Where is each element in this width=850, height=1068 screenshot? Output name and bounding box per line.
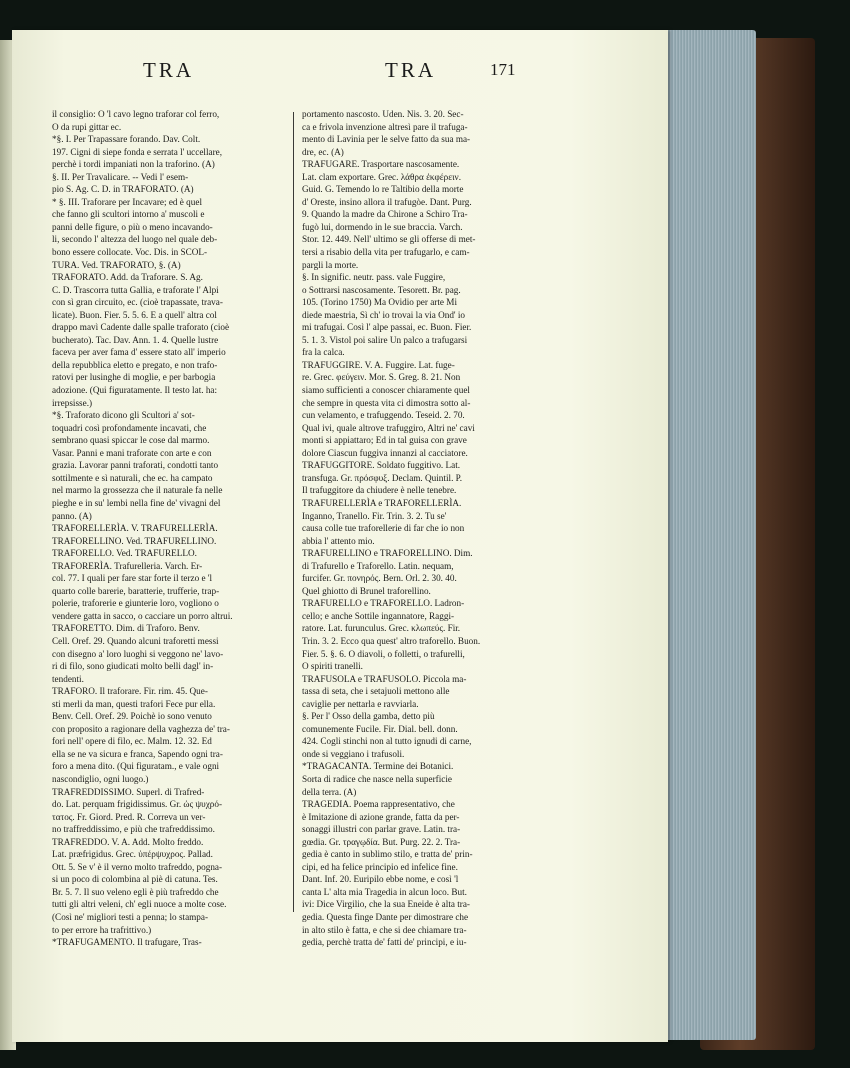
text-line: 5. 1. 3. Vistol poi salire Un palco a trafugarsi	[302, 334, 468, 345]
text-line: della repubblica eletto e pregato, e non trafo-	[52, 359, 218, 370]
text-line: §. Per l' Osso della gamba, detto più	[302, 711, 435, 722]
text-line: TRAFURELLINO e TRAFORELLINO. Dim.	[302, 548, 473, 559]
text-line: re. Grec. φεύγειν. Mor. S. Greg. 8. 21. Non	[302, 372, 461, 383]
text-line: con disegno a' loro luoghi si veggono ne' lavo-	[52, 648, 224, 659]
text-line: fra la calca.	[302, 347, 345, 358]
text-line: sottilmente e sì naturali, che ec. ha campato	[52, 472, 213, 483]
text-line: con proposito a ragionare della vaghezza de' tra-	[52, 723, 230, 734]
text-line: cipi, ed ha felice principio ed infelice fine.	[302, 861, 458, 872]
text-line: fori nell' opere di filo, ec. Malm. 12. 32. Ed	[52, 736, 212, 747]
text-line: TRAFUSOLA e TRAFUSOLO. Piccola ma-	[302, 673, 467, 684]
text-line: si un poco di colombina al piè di catuna. Tes.	[52, 874, 218, 885]
text-line: *TRAGACANTA. Termine dei Botanici.	[302, 761, 454, 772]
column-divider	[293, 112, 294, 912]
text-line: comunemente Fucile. Fir. Dial. bell. donn.	[302, 723, 458, 734]
text-line: Vasar. Panni e mani traforate con arte e con	[52, 447, 212, 458]
text-line: Br. 5. 7. Il suo veleno egli è più trafreddo che	[52, 886, 219, 897]
text-line: quarto colle barerie, baratterie, trufferie, trap-	[52, 585, 220, 596]
text-line: il consiglio: O 'l cavo legno traforar col ferro,	[52, 109, 220, 119]
text-line: pieghe e in su' lembi nella fine de' vivagni del	[52, 497, 221, 508]
text-line: TRAFORELLERÌA. V. TRAFURELLERÌA.	[52, 523, 218, 534]
text-line: 9. Quando la madre da Chirone a Schiro Tra-	[302, 209, 468, 220]
text-line: O spiriti tranelli.	[302, 661, 363, 672]
text-line: Inganno, Tranello. Fir. Trin. 3. 2. Tu se'	[302, 510, 447, 521]
text-line: Dant. Inf. 20. Euripilo ebbe nome, e così 'l	[302, 874, 459, 885]
running-head-left: TRA	[143, 58, 194, 82]
text-line: Quel ghiotto di Brunel traforellino.	[302, 585, 431, 596]
text-line: gedia è canto in sublimo stilo, e tratta de' prin-	[302, 849, 473, 860]
text-line: tutti gli altri veleni, ch' egli nuoce a molte cose.	[52, 899, 227, 910]
text-line: O da rupi gittar ec.	[52, 121, 122, 132]
text-line: tersi a risabio della vita per trafugarlo, e cam-	[302, 247, 470, 258]
running-head-right: TRA	[385, 58, 436, 82]
text-line: sembrano quasi spiccar le cose dal marmo.	[52, 435, 210, 446]
text-line: C. D. Trascorra tutta Gallia, e traforate l' Alpi	[52, 284, 219, 295]
text-line: fugò lui, dormendo in le sue braccia. Varch.	[302, 221, 463, 232]
left-column	[52, 108, 286, 948]
text-line: gœdia. Gr. τραγῳδία. But. Purg. 22. 2. Tra-	[302, 836, 461, 847]
text-line: Lat. clam exportare. Grec. λάθρα ἐκφέρειν.	[302, 171, 462, 182]
text-line: TRAFUGGIRE. V. A. Fuggire. Lat. fuge-	[302, 359, 455, 370]
text-line: pargli la morte.	[302, 259, 359, 270]
text-line: Lat. præfrigidus. Grec. ὑπέρψυχρος. Pallad.	[52, 849, 213, 860]
text-line: TRAFORERÌA. Trafurelleria. Varch. Er-	[52, 560, 203, 571]
text-line: (Così ne' migliori testi a penna; lo stampa-	[52, 912, 209, 922]
text-line: causa colle tue traforellerie di far che io non	[302, 523, 465, 534]
text-line: *TRAFUGAMENTO. Il trafugare, Tras-	[52, 937, 202, 948]
text-line: 424. Cogli stinchi non al tutto ignudi di carne,	[302, 736, 472, 747]
text-line: che fanno gli scultori intorno a' muscoli e	[52, 209, 205, 220]
text-line: irrepsisse.)	[52, 397, 93, 408]
text-line: §. II. Per Travalicare. -- Vedi l' esem-	[52, 171, 189, 182]
text-line: ivi: Dice Virgilio, che la sua Eneide è alta tra-	[302, 899, 470, 910]
page-edges	[664, 30, 756, 1040]
text-line: che sempre in questa vita ci dimostra sotto al-	[302, 397, 471, 408]
text-line: nel marmo la grossezza che il naturale fa nelle	[52, 485, 223, 496]
right-column	[302, 108, 536, 948]
text-line: TRAFUGGITORE. Soldato fuggitivo. Lat.	[302, 460, 461, 471]
text-line: *§. Traforato dicono gli Scultori a' sot-	[52, 410, 195, 421]
text-line: TRAFREDDO. V. A. Add. Molto freddo.	[52, 836, 204, 847]
text-line: nascondiglio, ogni luogo.)	[52, 773, 149, 784]
text-line: Trin. 3. 2. Ecco qua quest' altro traforello. Buon.	[302, 635, 481, 646]
text-line: 105. (Torino 1750) Ma Ovidio per arte Mi	[302, 297, 458, 308]
text-line: canta L' alta mia Tragedia in alcun loco. But.	[302, 886, 467, 897]
text-line: faceva per aver fama d' essere stato all' imperio	[52, 347, 226, 358]
text-line: TRAFUGARE. Trasportare nascosamente.	[302, 159, 460, 170]
text-line: toquadri così profondamente incavati, che	[52, 422, 207, 433]
text-line: mi trafugai. Così l' alpe passai, ec. Buon. Fier.	[302, 322, 472, 333]
text-line: cun velamento, e trafuggendo. Teseid. 2. 70.	[302, 410, 465, 421]
text-line: * §. III. Traforare per Incavare; ed è quel	[52, 196, 202, 207]
text-line: foro a mena dito. (Qui figuratam., e vale ogni	[52, 761, 220, 772]
text-line: §. In signific. neutr. pass. vale Fuggire,	[302, 272, 446, 283]
text-line: della terra. (A)	[302, 786, 357, 797]
text-line: Sorta di radice che nasce nella superficie	[302, 773, 452, 784]
text-line: monti si appiattaro; Ed in tal guisa con grave	[302, 435, 467, 446]
text-line: furcifer. Gr. πονηρός. Bern. Orl. 2. 30. 40.	[302, 573, 457, 584]
text-line: Ott. 5. Se v' è il verno molto trafreddo, pogna-	[52, 861, 223, 872]
text-line: vendere gatta in sacco, o cacciare un porro altrui.	[52, 610, 233, 621]
text-line: d' Oreste, insino allora il trafugòe. Dant. Purg.	[302, 196, 472, 207]
text-line: TRAGEDIA. Poema rappresentativo, che	[302, 799, 455, 810]
text-line: Guid. G. Temendo lo re Taltibio della morte	[302, 184, 464, 195]
text-line: perchè i tordi impaniati non la traforino. (A)	[52, 159, 215, 170]
text-line: caviglie per nettarla e ravviarla.	[302, 698, 419, 709]
text-line: TRAFURELLERÌA e TRAFORELLERÌA.	[302, 497, 462, 508]
text-line: dre, ec. (A)	[302, 146, 344, 157]
text-line: con sì gran circuito, ec. (cioè trapassate, trava-	[52, 297, 223, 308]
text-line: TRAFORATO. Add. da Traforare. S. Ag.	[52, 272, 203, 283]
text-line: TRAFORELLINO. Ved. TRAFURELLINO.	[52, 535, 217, 546]
text-line: pio S. Ag. C. D. in TRAFORATO. (A)	[52, 184, 194, 195]
text-line: cello; e anche Sottile ingannatore, Raggi-	[302, 610, 455, 621]
text-line: gedia. Questa finge Dante per dimostrare che	[302, 912, 469, 922]
text-line: Il trafuggitore da chiudere è nelle tenebre.	[302, 485, 457, 496]
text-line: gedia, perchè tratta de' fatti de' principi, e iu-	[302, 937, 467, 948]
text-line: diede maestria, Sì ch' io trovai la via Ond' io	[302, 309, 466, 320]
text-line: sonaggi illustri con parlar grave. Latin. tra-	[302, 824, 461, 835]
text-line: Benv. Cell. Oref. 29. Poichè io sono venuto	[52, 711, 212, 722]
text-line: do. Lat. perquam frigidissimus. Gr. ὡς ψυχρό-	[52, 799, 223, 810]
text-line: dolore Ciascun fuggiva innanzi al cacciatore.	[302, 447, 468, 458]
text-line: panno. (A)	[52, 510, 92, 521]
text-line: TURA. Ved. TRAFORATO, §. (A)	[52, 259, 181, 270]
text-line: panni delle figure, o più o meno incavando-	[52, 221, 213, 232]
text-line: TRAFORETTO. Dim. di Traforo. Benv.	[52, 623, 200, 634]
text-line: adozione. (Qui figuratamente. Il testo lat. ha:	[52, 385, 218, 396]
text-line: *§. I. Per Trapassare forando. Dav. Colt.	[52, 134, 201, 145]
text-line: TRAFORELLO. Ved. TRAFURELLO.	[52, 548, 197, 559]
text-line: Fier. 5. §. 6. O diavoli, o folletti, o trafurelli,	[302, 648, 465, 659]
text-line: abbia l' attento mio.	[302, 535, 375, 546]
text-line: o Sottrarsi nascosamente. Tesorett. Br. pag.	[302, 284, 461, 295]
text-line: Cell. Oref. 29. Quando alcuni traforetti messi	[52, 635, 219, 646]
text-line: tassa di seta, che i setajuoli mettono alle	[302, 686, 450, 697]
text-line: TRAFREDDISSIMO. Superl. di Trafred-	[52, 786, 205, 797]
text-line: col. 77. I quali per fare star forte il terzo e 'l	[52, 573, 213, 584]
text-line: τατος. Fr. Giord. Pred. R. Correva un ver-	[52, 811, 206, 822]
text-line: ratore. Lat. furunculus. Grec. κλωπεύς. Fir.	[302, 623, 461, 634]
text-line: è Imitazione di azione grande, fatta da per-	[302, 811, 460, 822]
text-line: li, secondo l' altezza del luogo nel quale deb-	[52, 234, 218, 245]
text-line: bono essere collocate. Voc. Dis. in SCOL-	[52, 247, 208, 258]
text-line: mento di Lavinia per le selve fatto da sua ma-	[302, 134, 471, 145]
text-line: ella se ne va sicura e franca, Sapendo ogni tra-	[52, 748, 223, 759]
text-line: TRAFURELLO e TRAFORELLO. Ladron-	[302, 598, 465, 609]
text-line: ca e frivola invenzione altresì pare il trafuga-	[302, 121, 468, 132]
text-line: di Trafurello e Traforello. Latin. nequam,	[302, 560, 454, 571]
text-line: polerie, traforerie e giunterie loro, vogliono o	[52, 598, 219, 609]
text-line: grazia. Lavorar panni traforati, condotti tanto	[52, 460, 219, 471]
text-line: in alto stilo è fatta, e che si dee chiamare tra-	[302, 924, 467, 935]
text-line: siamo sufficienti a conoscer chiaramente quel	[302, 385, 470, 396]
page-number: 171	[490, 60, 516, 79]
text-line: portamento nascosto. Uden. Nis. 3. 20. Sec-	[302, 109, 464, 119]
text-line: bucherato). Tac. Dav. Ann. 1. 4. Quelle lustre	[52, 334, 219, 345]
text-line: ri di filo, sono giudicati molto belli dagl' in-	[52, 661, 214, 672]
text-line: no traffreddissimo, e più che trafreddissimo.	[52, 824, 215, 835]
text-line: ratovi per lusinghe di moglie, e per barbogia	[52, 372, 216, 383]
text-line: tendenti.	[52, 673, 84, 684]
text-line: TRAFORO. Il traforare. Fir. rim. 45. Que-	[52, 686, 208, 697]
text-line: drappo mavì Cadente dalle spalle traforato (cioè	[52, 322, 230, 333]
text-line: to per errore ha trafrittivo.)	[52, 924, 152, 935]
text-line: Stor. 12. 449. Nell' ultimo se gli offerse di met-	[302, 234, 476, 245]
text-line: Qual ivi, quale altrove trafuggiro, Altri ne' cavi	[302, 422, 475, 433]
text-line: onde si veggiano i trafusoli.	[302, 748, 405, 759]
text-line: transfuga. Gr. πρόσφυξ. Declam. Quintil. P.	[302, 472, 463, 483]
text-line: licate). Buon. Fier. 5. 5. 6. E a quell' altra col	[52, 309, 217, 320]
text-line: sti merli da man, questi trafori Fece pur ella.	[52, 698, 216, 709]
text-line: 197. Cigni di siepe fonda e serrata l' uccellare,	[52, 146, 223, 157]
